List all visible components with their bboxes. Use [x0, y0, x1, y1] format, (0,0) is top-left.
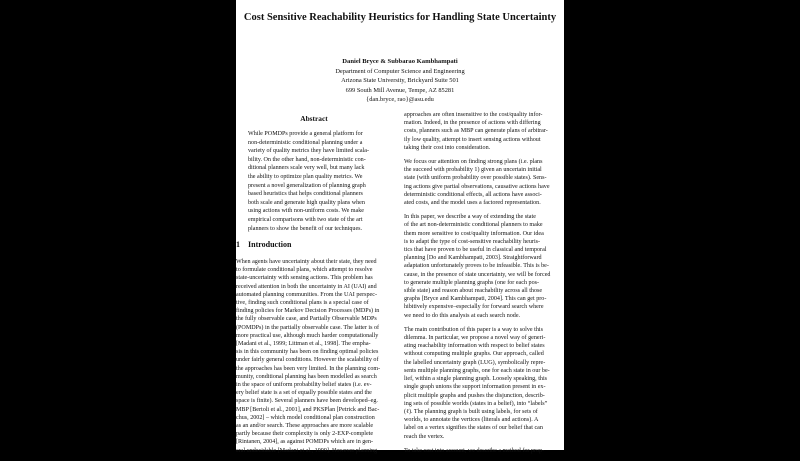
text-line: the succeed with probability 1) given an uncertain initial [404, 167, 542, 174]
paragraph [404, 213, 562, 320]
text-line: (ℓ). The planning graph is built using labels, for sets of [404, 408, 538, 415]
text-line: to formulate conditional plans, which attempt to resolve [236, 267, 373, 274]
text-line: sible state) and reason about reachability across all those [404, 288, 543, 295]
paper-authors: Daniel Bryce & Subbarao Kambhampati [342, 58, 458, 65]
text-line: cause, in the presence of state uncertainty, we will be forced [404, 271, 551, 278]
text-line: taking their cost into consideration. [404, 144, 491, 151]
affiliation-line: Department of Computer Science and Engineering [335, 68, 465, 75]
text-line: of the art non-deterministic conditional planners to make [404, 222, 543, 229]
text-line: space is finite). Several planners have been developed–eg. [236, 398, 378, 405]
text-line: partly because their complexity is only 2-EXP-complete [236, 431, 374, 438]
text-line: While POMDPs provide a general platform for [248, 131, 363, 137]
text-line: without computing multiple graphs. Our approach, called [404, 351, 544, 358]
text-line: worlds, to annotate the vertices (literals and actions). A [404, 417, 539, 424]
text-line: approaches are often insensitive to the cost/quality infor- [404, 112, 543, 118]
paragraph [404, 158, 562, 207]
text-line: variety of quality metrics they have limited scala- [248, 148, 369, 155]
text-line: is to adapt the type of cost-sensitive reachability heuris- [404, 238, 541, 245]
text-line: mation. Indeed, in the presence of actions with differing [404, 120, 541, 127]
text-line: under fairly general conditions. However the scalability of [236, 357, 379, 364]
text-line: ery belief state is a set of equally possible states and the [236, 390, 372, 397]
text-line: ing actions give partial observations, causative actions have [404, 183, 550, 190]
text-line: planning [Do and Kambhampati, 2003]. Straightforward [404, 255, 542, 262]
text-line: ily low quality, attempt to insert sensing actions without [404, 136, 541, 143]
text-line: we need to do this analysis at each search node. [404, 312, 521, 319]
text-line: When agents have uncertainty about their state, they need [236, 259, 377, 265]
text-line: planners to show the benefit of our techniques. [248, 225, 363, 232]
text-line: the approaches has been very limited. In the planning com- [236, 365, 381, 372]
abstract-body [248, 130, 380, 233]
text-line: finding policies for Markov Decision Processes (MDPs) in [236, 308, 380, 315]
text-line: To take cost into account, we describe a method for prop- [404, 447, 545, 454]
text-line: ing sets of possible worlds (states in a belief), into “labels” [404, 400, 548, 407]
text-line: sents multiple planning graphs, one for each state in our be- [404, 367, 550, 374]
abstract-heading: Abstract [300, 114, 328, 123]
text-line: both scale and generate high quality plans when [248, 199, 365, 206]
text-line: ating reachability information with respect to belief states [404, 343, 545, 350]
text-line: costs, planners such as MBP can generate plans of arbitrar- [404, 128, 548, 135]
paragraph [404, 326, 562, 441]
affiliation-line: Arizona State University, Brickyard Suite 501 [341, 77, 459, 85]
text-line: tive, finding such conditional plans is a special case of [236, 300, 369, 307]
text-line: ated costs, and the model uses a factored representation. [404, 200, 541, 207]
text-line: plicit multiple graphs and pushes the disjunction, describ- [404, 392, 545, 399]
author-affiliation [236, 67, 564, 104]
text-line: using actions with non-uniform costs. We make [248, 208, 365, 215]
text-line: empirical comparisons with two state of the art [248, 216, 363, 223]
text-line: the fully observable case, and Partially Observable MDPs [236, 316, 377, 323]
text-line: state (with uniform probability over possible states). Sens- [404, 175, 547, 182]
text-line: adaptation unfortunately proves to be infeasible. This is be- [404, 263, 549, 270]
section-number: 1 [236, 240, 240, 249]
text-line: hibitively expensive–especially for forward search where [404, 304, 544, 311]
text-line: reach the vertex. [404, 433, 445, 440]
text-line: We focus our attention on finding strong plans (i.e. plans [404, 159, 543, 166]
text-line: based heuristics that helps conditional planners [248, 191, 363, 198]
affiliation-line: 699 South Mill Avenue, Tempe, AZ 85281 [345, 86, 455, 94]
section-title: Introduction [248, 240, 292, 249]
text-line: eral undecidable [Madani et al., 1999]. However planning [236, 447, 378, 454]
paragraph [404, 447, 562, 455]
author-emails: {dan.bryce, rao}@asu.edu [366, 95, 434, 103]
text-line: present a novel generalization of planning graph [248, 182, 366, 189]
text-line: MBP [Bertoli et al., 2001], and PKSPlan [Petrick and Bac- [236, 406, 380, 413]
text-line: them more sensitive to cost/quality information. Our idea [404, 230, 544, 237]
text-line: deterministic conditional effects, all actions have associ- [404, 191, 542, 198]
text-line: sis in this community has been on finding optimal policies [236, 349, 379, 356]
text-line: (POMDPs) in the partially observable case. The latter is of [236, 324, 380, 331]
paper-title: Cost Sensitive Reachability Heuristics for Handling State Uncertainty [243, 12, 557, 23]
text-line: chus, 2002] – which model conditional plan construction [236, 414, 375, 421]
text-line: dilemma. In particular, we propose a novel way of generi- [404, 335, 546, 342]
text-line: munity, conditional planning has been modelled as search [236, 373, 377, 380]
section-heading-introduction [236, 240, 291, 249]
text-line: automated planning communities. From the UAI perspec- [236, 291, 377, 298]
text-line: the labelled uncertainty graph (LUG), symbolically repre- [404, 359, 546, 366]
text-line: more practical use, although much harder computationally [236, 332, 379, 339]
text-line: graphs [Bryce and Kambhampati, 2004]. This can get pro- [404, 296, 547, 303]
text-line: single graph unions the support information present in ex- [404, 384, 546, 391]
text-line: lief, within a single planning graph. Loosely speaking, this [404, 376, 548, 383]
text-line: The main contribution of this paper is a way to solve this [404, 326, 543, 333]
text-line: non-deterministic conditional planning under a [248, 139, 363, 146]
text-line: [Rintanen, 2004], as against POMDPs which are in gen- [236, 439, 374, 446]
text-line: in the space of uniform probability belief states (i.e. ev- [236, 382, 372, 389]
right-column-text [404, 111, 562, 461]
text-line: label on a vertex signifies the states of our belief that can [404, 425, 543, 432]
text-line: state-uncertainty with sensing actions. This problem has [236, 275, 373, 282]
left-column-text [236, 258, 394, 455]
text-line: to generate multiple planning graphs (one for each pos- [404, 279, 540, 286]
text-line: tics that have proven to be useful in classical and temporal [404, 247, 547, 254]
text-line: the ability to optimize plan quality metrics. We [248, 173, 363, 180]
text-line: In this paper, we describe a way of extending the state [404, 214, 536, 221]
paper-page [236, 0, 564, 454]
text-line: ditional planners scale very well, but many lack [248, 165, 365, 172]
text-line: as an and/or search. These approaches are more scalable [236, 423, 374, 430]
text-line: received attention in both the uncertainty in AI (UAI) and [236, 283, 377, 290]
text-line: [Madani et al., 1999; Littman et al., 1998]. The empha- [236, 341, 371, 348]
paragraph [404, 111, 562, 152]
text-line: bility. On the other hand, non-deterministic con- [248, 156, 366, 163]
